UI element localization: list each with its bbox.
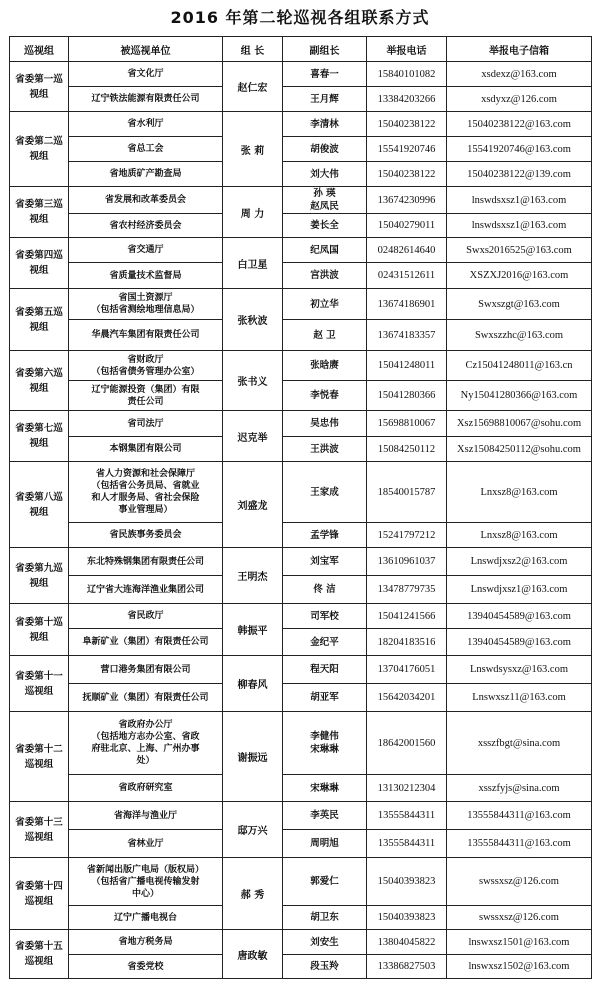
report-email: swssxsz@126.com <box>447 906 592 930</box>
report-email: 13940454589@163.com <box>447 629 592 656</box>
deputy-leader: 姜长全 <box>283 214 367 238</box>
table-row <box>10 576 592 604</box>
report-email: Lnswxsz11@163.com <box>447 684 592 712</box>
deputy-leader: 张晗赓 <box>283 351 367 381</box>
table-row <box>10 238 592 263</box>
report-email: Lnxsz8@163.com <box>447 523 592 548</box>
deputy-leader: 王月辉 <box>283 87 367 112</box>
report-phone: 15040238122 <box>367 162 447 187</box>
table-body <box>10 62 592 979</box>
deputy-leader: 李悦春 <box>283 381 367 411</box>
inspected-unit: 辽宁能源投资（集团）有限 责任公司 <box>69 381 223 411</box>
table-row <box>10 775 592 802</box>
report-email: xsdyxz@126.com <box>447 87 592 112</box>
group-leader: 张书义 <box>223 351 283 411</box>
table-row <box>10 411 592 437</box>
inspected-unit: 省新闻出版广电局（版权局） （包括省广播电视传输发射 中心） <box>69 858 223 906</box>
report-email: XSZXJ2016@163.com <box>447 263 592 289</box>
group-leader: 赵仁宏 <box>223 62 283 112</box>
table-row <box>10 381 592 411</box>
inspected-unit: 省人力资源和社会保障厅 （包括省公务员局、省就业 和人才服务局、省社会保险 事业管理局） <box>69 462 223 523</box>
report-email: Swxszzhc@163.com <box>447 320 592 351</box>
group-name: 省委第十巡视组 <box>10 604 69 656</box>
report-email: Xsz15698810067@sohu.com <box>447 411 592 437</box>
inspected-unit: 省地质矿产勘查局 <box>69 162 223 187</box>
inspected-unit: 营口港务集团有限公司 <box>69 656 223 684</box>
report-phone: 15040238122 <box>367 112 447 137</box>
table-row <box>10 629 592 656</box>
table-row <box>10 187 592 214</box>
report-email: lnswdsxsz1@163.com <box>447 214 592 238</box>
report-phone: 15840101082 <box>367 62 447 87</box>
header-group: 巡视组 <box>10 37 69 62</box>
report-phone: 15041248011 <box>367 351 447 381</box>
header-leader: 组 长 <box>223 37 283 62</box>
inspected-unit: 省农村经济委员会 <box>69 214 223 238</box>
table-row <box>10 62 592 87</box>
report-email: 15040238122@163.com <box>447 112 592 137</box>
group-name: 省委第十四巡视组 <box>10 858 69 930</box>
header-phone: 举报电话 <box>367 37 447 62</box>
table-row <box>10 214 592 238</box>
deputy-leader: 胡俊波 <box>283 137 367 162</box>
report-phone: 15241797212 <box>367 523 447 548</box>
table-row <box>10 830 592 858</box>
table-row <box>10 523 592 548</box>
table-row <box>10 437 592 462</box>
deputy-leader: 喜春一 <box>283 62 367 87</box>
report-phone: 13674183357 <box>367 320 447 351</box>
table-row <box>10 320 592 351</box>
report-email: xsszfyjs@sina.com <box>447 775 592 802</box>
report-email: 13555844311@163.com <box>447 830 592 858</box>
report-email: Ny15041280366@163.com <box>447 381 592 411</box>
deputy-leader: 程天阳 <box>283 656 367 684</box>
report-email: xsszfbgt@sina.com <box>447 712 592 775</box>
deputy-leader: 郭爱仁 <box>283 858 367 906</box>
inspected-unit: 省财政厅 （包括省债务管理办公室） <box>69 351 223 381</box>
inspected-unit: 省发展和改革委员会 <box>69 187 223 214</box>
header-deputy: 副组长 <box>283 37 367 62</box>
report-phone: 15041241566 <box>367 604 447 629</box>
deputy-leader: 纪凤国 <box>283 238 367 263</box>
group-leader: 迟克举 <box>223 411 283 462</box>
inspected-unit: 省地方税务局 <box>69 930 223 955</box>
inspected-unit: 省民族事务委员会 <box>69 523 223 548</box>
group-leader: 白卫星 <box>223 238 283 289</box>
group-leader: 周 力 <box>223 187 283 238</box>
deputy-leader: 周明旭 <box>283 830 367 858</box>
deputy-leader: 李清林 <box>283 112 367 137</box>
inspected-unit: 省质量技术监督局 <box>69 263 223 289</box>
report-phone: 13674230996 <box>367 187 447 214</box>
group-leader: 柳春风 <box>223 656 283 712</box>
group-leader: 王明杰 <box>223 548 283 604</box>
deputy-leader: 初立华 <box>283 289 367 320</box>
table-row <box>10 858 592 906</box>
table-row <box>10 87 592 112</box>
report-phone: 02482614640 <box>367 238 447 263</box>
table-row <box>10 462 592 523</box>
report-email: 13555844311@163.com <box>447 802 592 830</box>
deputy-leader: 胡卫东 <box>283 906 367 930</box>
group-name: 省委第六巡视组 <box>10 351 69 411</box>
inspected-unit: 省政府办公厅 （包括地方志办公室、省政 府驻北京、上海、广州办事 处） <box>69 712 223 775</box>
report-email: Xsz15084250112@sohu.com <box>447 437 592 462</box>
report-email: Lnswdjxsz1@163.com <box>447 576 592 604</box>
table-row <box>10 802 592 830</box>
inspected-unit: 本钢集团有限公司 <box>69 437 223 462</box>
report-phone: 13555844311 <box>367 802 447 830</box>
deputy-leader: 刘宝军 <box>283 548 367 576</box>
deputy-leader: 佟 洁 <box>283 576 367 604</box>
group-name: 省委第十二巡视组 <box>10 712 69 802</box>
report-phone: 18642001560 <box>367 712 447 775</box>
inspected-unit: 省林业厅 <box>69 830 223 858</box>
report-phone: 15040393823 <box>367 858 447 906</box>
inspected-unit: 辽宁省大连海洋渔业集团公司 <box>69 576 223 604</box>
deputy-leader: 宋琳琳 <box>283 775 367 802</box>
report-email: lnswxsz1501@163.com <box>447 930 592 955</box>
group-leader: 张 莉 <box>223 112 283 187</box>
contact-table <box>9 36 592 979</box>
group-name: 省委第五巡视组 <box>10 289 69 351</box>
inspected-unit: 省水利厅 <box>69 112 223 137</box>
group-name: 省委第一巡视组 <box>10 62 69 112</box>
table-row <box>10 906 592 930</box>
report-email: Lnswdjxsz2@163.com <box>447 548 592 576</box>
deputy-leader: 司军校 <box>283 604 367 629</box>
report-email: swssxsz@126.com <box>447 858 592 906</box>
table-row <box>10 684 592 712</box>
deputy-leader: 刘大伟 <box>283 162 367 187</box>
report-email: Lnswdsysxz@163.com <box>447 656 592 684</box>
header-email: 举报电子信箱 <box>447 37 592 62</box>
deputy-leader: 赵 卫 <box>283 320 367 351</box>
inspected-unit: 省总工会 <box>69 137 223 162</box>
report-email: xsdexz@163.com <box>447 62 592 87</box>
table-row <box>10 289 592 320</box>
deputy-leader: 吴忠伟 <box>283 411 367 437</box>
report-phone: 13704176051 <box>367 656 447 684</box>
table-row <box>10 137 592 162</box>
report-phone: 15642034201 <box>367 684 447 712</box>
report-phone: 15698810067 <box>367 411 447 437</box>
report-email: Cz15041248011@163.cn <box>447 351 592 381</box>
group-name: 省委第九巡视组 <box>10 548 69 604</box>
group-name: 省委第十三巡视组 <box>10 802 69 858</box>
group-leader: 唐政敏 <box>223 930 283 979</box>
inspected-unit: 辽宁广播电视台 <box>69 906 223 930</box>
report-email: lnswdsxsz1@163.com <box>447 187 592 214</box>
table-row <box>10 712 592 775</box>
table-row <box>10 930 592 955</box>
report-phone: 18540015787 <box>367 462 447 523</box>
report-phone: 15541920746 <box>367 137 447 162</box>
inspected-unit: 抚顺矿业（集团）有限责任公司 <box>69 684 223 712</box>
deputy-leader: 李健伟 宋琳琳 <box>283 712 367 775</box>
group-leader: 谢振远 <box>223 712 283 802</box>
table-row <box>10 656 592 684</box>
table-row <box>10 351 592 381</box>
report-phone: 13555844311 <box>367 830 447 858</box>
report-phone: 13384203266 <box>367 87 447 112</box>
group-leader: 郝 秀 <box>223 858 283 930</box>
inspected-unit: 省海洋与渔业厅 <box>69 802 223 830</box>
report-phone: 15041280366 <box>367 381 447 411</box>
table-row <box>10 548 592 576</box>
report-phone: 15084250112 <box>367 437 447 462</box>
deputy-leader: 胡亚军 <box>283 684 367 712</box>
inspected-unit: 华晨汽车集团有限责任公司 <box>69 320 223 351</box>
group-leader: 刘盛龙 <box>223 462 283 548</box>
deputy-leader: 段玉羚 <box>283 955 367 979</box>
report-phone: 18204183516 <box>367 629 447 656</box>
report-email: Lnxsz8@163.com <box>447 462 592 523</box>
report-phone: 13610961037 <box>367 548 447 576</box>
group-leader: 张秋波 <box>223 289 283 351</box>
report-email: 15541920746@163.com <box>447 137 592 162</box>
table-row <box>10 263 592 289</box>
group-leader: 邸万兴 <box>223 802 283 858</box>
report-phone: 15040393823 <box>367 906 447 930</box>
deputy-leader: 李英民 <box>283 802 367 830</box>
report-phone: 13674186901 <box>367 289 447 320</box>
report-email: 15040238122@139.com <box>447 162 592 187</box>
deputy-leader: 王洪波 <box>283 437 367 462</box>
deputy-leader: 刘安生 <box>283 930 367 955</box>
report-email: Swxs2016525@163.com <box>447 238 592 263</box>
inspected-unit: 阜新矿业（集团）有限责任公司 <box>69 629 223 656</box>
report-phone: 13804045822 <box>367 930 447 955</box>
report-phone: 15040279011 <box>367 214 447 238</box>
table-row <box>10 162 592 187</box>
deputy-leader: 金纪平 <box>283 629 367 656</box>
header-unit: 被巡视单位 <box>69 37 223 62</box>
deputy-leader: 王家成 <box>283 462 367 523</box>
inspected-unit: 省委党校 <box>69 955 223 979</box>
table-row <box>10 604 592 629</box>
inspected-unit: 省政府研究室 <box>69 775 223 802</box>
group-name: 省委第八巡视组 <box>10 462 69 548</box>
deputy-leader: 孟学锋 <box>283 523 367 548</box>
inspected-unit: 省交通厅 <box>69 238 223 263</box>
report-phone: 13478779735 <box>367 576 447 604</box>
report-email: Swxszgt@163.com <box>447 289 592 320</box>
table-header-row <box>10 37 592 62</box>
deputy-leader: 宫洪波 <box>283 263 367 289</box>
table-row <box>10 955 592 979</box>
group-name: 省委第七巡视组 <box>10 411 69 462</box>
report-phone: 13386827503 <box>367 955 447 979</box>
deputy-leader: 孙 瑛 赵凤民 <box>283 187 367 214</box>
report-email: lnswxsz1502@163.com <box>447 955 592 979</box>
group-leader: 韩振平 <box>223 604 283 656</box>
table-row <box>10 112 592 137</box>
report-phone: 13130212304 <box>367 775 447 802</box>
page-title: 2016 年第二轮巡视各组联系方式 <box>170 8 430 27</box>
inspected-unit: 省司法厅 <box>69 411 223 437</box>
group-name: 省委第四巡视组 <box>10 238 69 289</box>
inspected-unit: 省文化厅 <box>69 62 223 87</box>
inspected-unit: 东北特殊钢集团有限责任公司 <box>69 548 223 576</box>
inspected-unit: 省国土资源厅 （包括省测绘地理信息局） <box>69 289 223 320</box>
inspected-unit: 辽宁铁法能源有限责任公司 <box>69 87 223 112</box>
group-name: 省委第十一巡视组 <box>10 656 69 712</box>
inspected-unit: 省民政厅 <box>69 604 223 629</box>
group-name: 省委第二巡视组 <box>10 112 69 187</box>
group-name: 省委第十五巡视组 <box>10 930 69 979</box>
report-phone: 02431512611 <box>367 263 447 289</box>
group-name: 省委第三巡视组 <box>10 187 69 238</box>
report-email: 13940454589@163.com <box>447 604 592 629</box>
